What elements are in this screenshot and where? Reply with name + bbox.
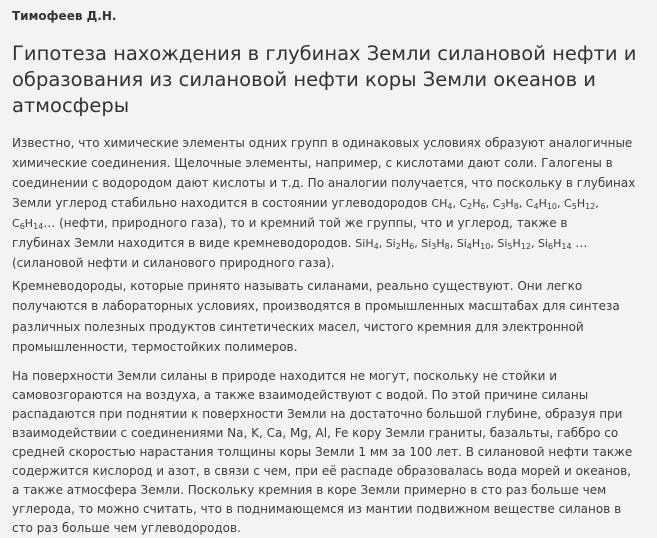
- formula-sep: ,: [414, 237, 422, 250]
- formula-sep: ,: [518, 197, 526, 210]
- formula-sep: ,: [557, 197, 565, 210]
- text-line: [12, 233, 652, 253]
- text-line: соединении с водородом дают кислоты и т.д. По аналогии получается, что поскольку в глубинах: [12, 176, 636, 190]
- article-title: [12, 41, 642, 119]
- text-line: углерода, то можно считать, что в поднимающемся из мантии подвижном веществе силанов в: [12, 502, 622, 516]
- formula: [421, 237, 457, 250]
- text-line: промышленности, термостойких полимеров.: [12, 339, 298, 354]
- formula-index: 2: [467, 202, 473, 211]
- formula: [564, 197, 599, 210]
- text-segment: Земли углерод стабильно находится в состоянии углеводородов: [12, 196, 432, 210]
- text-line: химические соединения. Щелочные элементы, например, с кислотами дают соли. Галогены в: [12, 156, 613, 170]
- paragraph-1: [12, 133, 652, 273]
- formula-index: 14: [33, 222, 44, 231]
- text-line: распадаются при поднятии к поверхности Земли на достаточно большой глубине, образуя при: [12, 407, 623, 421]
- formula-part: H: [512, 237, 521, 250]
- formula: [538, 237, 572, 250]
- formula-part: H: [472, 197, 481, 210]
- formula-index: 4: [533, 202, 539, 211]
- author-name: Тимофеев Д.Н.: [12, 9, 117, 23]
- formula: [497, 237, 538, 250]
- formula-index: 10: [546, 202, 558, 211]
- formula-sep: ,: [378, 237, 386, 250]
- text-line: различных полезных продуктов синтетических масел, чистого кремния для электронной: [12, 319, 584, 334]
- text-line: На поверхности Земли силаны в природе находится не могут, поскольку не стойки и: [12, 369, 558, 383]
- formula-part: H: [436, 237, 445, 250]
- formula-part: C: [525, 197, 534, 210]
- text-line: взаимодействии с соединениями Na, K, Ca, Mg, Al, Fe кору Земли граниты, базальты, габбро со: [12, 426, 619, 440]
- formula-index: 3: [500, 202, 506, 211]
- formula-part: H: [24, 217, 34, 230]
- title-line: атмосферы: [12, 94, 130, 117]
- formula-sep: ,: [485, 197, 493, 210]
- text-segment: …: [571, 236, 588, 250]
- formula: [457, 237, 498, 250]
- formula-index: 6: [19, 222, 25, 231]
- formula-sep: ,: [449, 237, 457, 250]
- formula-index: 3: [431, 242, 437, 251]
- formula-part: C: [12, 217, 20, 230]
- formula-part: C: [564, 197, 572, 210]
- formula-part: Si: [385, 237, 396, 250]
- text-line: сто раз больше чем углеводородов.: [12, 521, 241, 535]
- formula-index: 12: [585, 202, 596, 211]
- text-line: самовозгораются на воздуха, а также взаимодействуют с водой. По этой причине силаны: [12, 388, 589, 402]
- formula-index: 8: [513, 202, 519, 211]
- formula: [459, 197, 492, 210]
- formula: [526, 197, 564, 210]
- formula-part: Si: [456, 237, 467, 250]
- formula-index: 4: [447, 202, 453, 211]
- formula-index: 4: [466, 242, 472, 251]
- formula-index: 8: [444, 242, 450, 251]
- text-line: а также атмосфера Земли. Поскольку кремния в коре Земли примерно в сто раз больше чем: [12, 483, 607, 497]
- formula: [431, 197, 459, 210]
- formula-index: 5: [507, 242, 513, 251]
- formula-index: 10: [480, 242, 491, 251]
- formula-index: 6: [548, 242, 554, 251]
- formula-part: SiH: [355, 237, 374, 250]
- formula: [386, 237, 422, 250]
- formula-index: 14: [561, 242, 572, 251]
- formula-part: Si: [497, 237, 508, 250]
- formula-part: H: [505, 197, 514, 210]
- formula-index: 5: [571, 202, 577, 211]
- text-line: [12, 193, 652, 213]
- paragraph-2: [12, 276, 652, 357]
- text-line: (силановой нефти и силанового природного газа).: [12, 256, 335, 270]
- silane-formulas: [355, 237, 571, 250]
- formula-sep: ,: [490, 237, 498, 250]
- formula-part: H: [553, 237, 562, 250]
- formula-part: C: [459, 197, 468, 210]
- formula-sep: ,: [452, 197, 460, 210]
- title-line: Гипотеза нахождения в глубинах Земли силановой нефти и: [12, 42, 637, 65]
- formula-index: 12: [520, 242, 531, 251]
- text-segment: глубинах Земли находится в виде кремневодородов.: [12, 236, 356, 250]
- hydrocarbon-formulas-a: [431, 197, 598, 210]
- formula-index: 6: [409, 242, 415, 251]
- text-line: Известно, что химические элементы одних групп в одинаковых условиях образуют аналогичные: [12, 136, 633, 150]
- text-line: [12, 213, 652, 233]
- text-line: получаются в лабораторных условиях, производятся в промышленных масштабах для синтеза: [12, 299, 620, 314]
- formula-part: Si: [537, 237, 548, 250]
- formula-part: H: [400, 237, 410, 250]
- paragraph-3: [12, 367, 652, 538]
- formula-index: 4: [373, 242, 379, 251]
- formula-part: H: [576, 197, 586, 210]
- formula: [355, 237, 385, 250]
- formula-part: H: [538, 197, 547, 210]
- formula-part: CH: [431, 197, 448, 210]
- formula-part: C: [492, 197, 501, 210]
- formula-sep: ,: [530, 237, 538, 250]
- text-segment: … (нефти, природного газа), то и кремний той же группы, что и углерод, также в: [43, 216, 568, 230]
- formula-part: Si: [421, 237, 432, 250]
- formula-index: 2: [395, 242, 401, 251]
- formula-index: 6: [480, 202, 486, 211]
- formula-part: H: [471, 237, 481, 250]
- formula-sep: ,: [595, 197, 599, 210]
- text-line: средней скоростью нарастания толщины коры Земли 1 мм за 100 лет. В силановой нефти также: [12, 445, 633, 459]
- title-line: образования из силановой нефти коры Земли океанов и: [12, 68, 596, 91]
- formula: [493, 197, 526, 210]
- text-line: содержится кислород и азот, в связи с чем, при её распаде образовалась вода морей и океанов,: [12, 464, 632, 478]
- formula: [12, 217, 43, 230]
- text-line: Кремневодороды, которые принято называть силанами, реально существуют. Они легко: [12, 279, 583, 293]
